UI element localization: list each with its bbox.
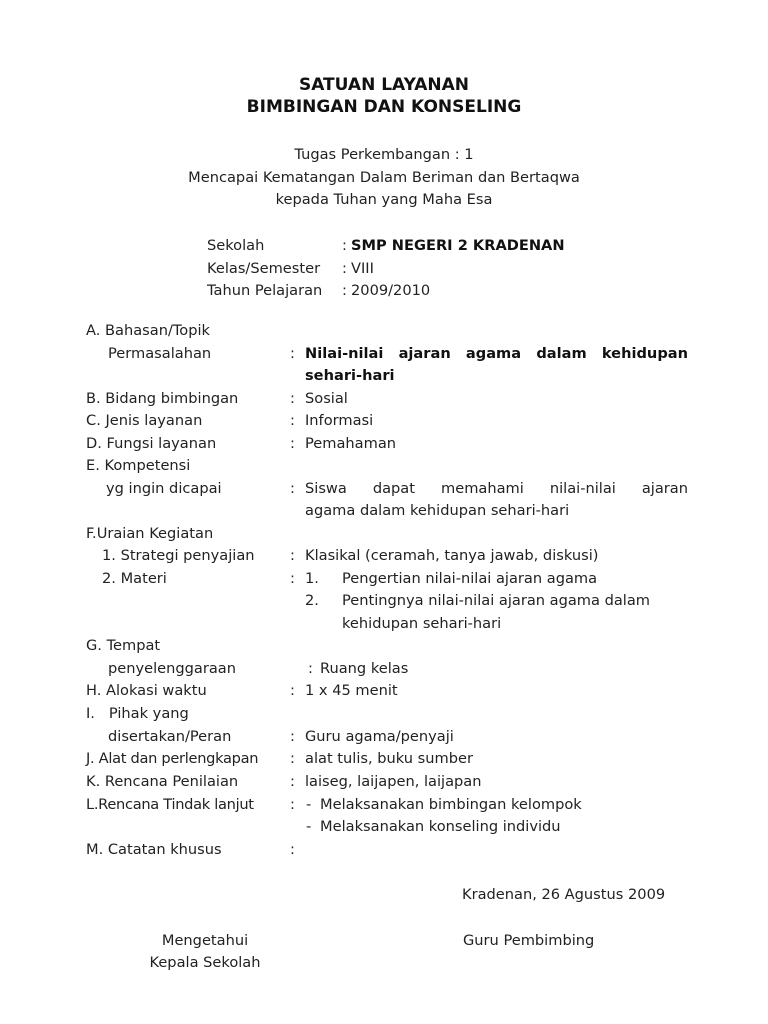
colon: : [290, 773, 295, 790]
colon: : [290, 547, 295, 564]
colon: : [290, 841, 295, 858]
subtitle-line-1: Mencapai Kematangan Dalam Beriman dan Bertaqwa [188, 169, 580, 186]
item-l-label: L.Rencana Tindak lanjut [86, 796, 254, 813]
item-e-label: E. Kompetensi [86, 457, 191, 474]
colon: : [290, 435, 295, 452]
colon: : [290, 480, 295, 497]
materi-num-2: 2. [305, 592, 319, 609]
item-f2-label: 2. Materi [102, 570, 167, 587]
item-b-value: Sosial [305, 390, 348, 407]
year-colon: : [342, 282, 347, 299]
signature-right-line-1: Guru Pembimbing [463, 932, 595, 949]
dash: - [306, 818, 312, 835]
item-k-value: laiseg, laijapen, laijapan [305, 773, 482, 790]
item-j-label: J. Alat dan perlengkapan [86, 750, 259, 767]
colon: : [290, 728, 295, 745]
class-colon: : [342, 260, 347, 277]
item-h-value: 1 x 45 menit [305, 682, 398, 699]
signature-left-line-1: Mengetahui [161, 932, 249, 949]
item-b-label: B. Bidang bimbingan [86, 390, 239, 407]
materi-item-1: Pengertian nilai-nilai ajaran agama [342, 570, 598, 587]
school-label: Sekolah [207, 237, 265, 254]
item-a-label: A. Bahasan/Topik [86, 322, 210, 339]
item-g-sublabel: penyelenggaraan [108, 660, 236, 677]
school-colon: : [342, 237, 347, 254]
materi-num-1: 1. [305, 570, 319, 587]
class-label: Kelas/Semester [207, 260, 321, 277]
colon: : [308, 660, 313, 677]
year-label: Tahun Pelajaran [207, 282, 323, 299]
signature-left-line-2: Kepala Sekolah [149, 954, 261, 971]
dash: - [306, 796, 312, 813]
colon: : [290, 390, 295, 407]
item-i-sublabel: disertakan/Peran [108, 728, 232, 745]
colon: : [290, 750, 295, 767]
item-a-sublabel: Permasalahan [108, 345, 212, 362]
item-h-label: H. Alokasi waktu [86, 682, 207, 699]
item-e-sublabel: yg ingin dicapai [106, 480, 222, 497]
item-f-label: F.Uraian Kegiatan [86, 525, 214, 542]
item-i-label: I. Pihak yang [86, 705, 189, 722]
item-f1-label: 1. Strategi penyajian [102, 547, 255, 564]
item-c-label: C. Jenis layanan [86, 412, 203, 429]
item-i-value: Guru agama/penyaji [305, 728, 454, 745]
item-g-value: Ruang kelas [320, 660, 409, 677]
materi-item-2: Pentingnya nilai-nilai ajaran agama dalam [342, 592, 651, 609]
item-k-label: K. Rencana Penilaian [86, 773, 239, 790]
colon: : [290, 796, 295, 813]
item-l-value-2: Melaksanakan konseling individu [320, 818, 561, 835]
materi-item-2-cont: kehidupan sehari-hari [342, 615, 502, 632]
item-j-value: alat tulis, buku sumber [305, 750, 473, 767]
title-line-2: BIMBINGAN DAN KONSELING [246, 97, 522, 117]
colon: : [290, 412, 295, 429]
item-e-value: Siswa dapat memahami nilai-nilai ajaran [305, 480, 688, 497]
title-line-1: SATUAN LAYANAN [298, 75, 470, 95]
class-value: VIII [351, 260, 374, 277]
school-value: SMP NEGERI 2 KRADENAN [351, 237, 565, 254]
year-value: 2009/2010 [351, 282, 431, 299]
colon: : [290, 682, 295, 699]
subtitle-line-2: kepada Tuhan yang Maha Esa [275, 191, 493, 208]
item-a-value: Nilai-nilai ajaran agama dalam kehidupan [305, 345, 688, 362]
item-e-value-cont: agama dalam kehidupan sehari-hari [305, 502, 570, 519]
colon: : [290, 570, 295, 587]
place-date: Kradenan, 26 Agustus 2009 [462, 886, 666, 903]
item-d-value: Pemahaman [305, 435, 397, 452]
item-d-label: D. Fungsi layanan [86, 435, 217, 452]
item-m-label: M. Catatan khusus [86, 841, 222, 858]
item-c-value: Informasi [305, 412, 374, 429]
task-line: Tugas Perkembangan : 1 [294, 146, 474, 163]
item-a-value-cont: sehari-hari [305, 367, 395, 384]
item-g-label: G. Tempat [86, 637, 161, 654]
item-f1-value: Klasikal (ceramah, tanya jawab, diskusi) [305, 547, 599, 564]
item-l-value-1: Melaksanakan bimbingan kelompok [320, 796, 582, 813]
colon: : [290, 345, 295, 362]
